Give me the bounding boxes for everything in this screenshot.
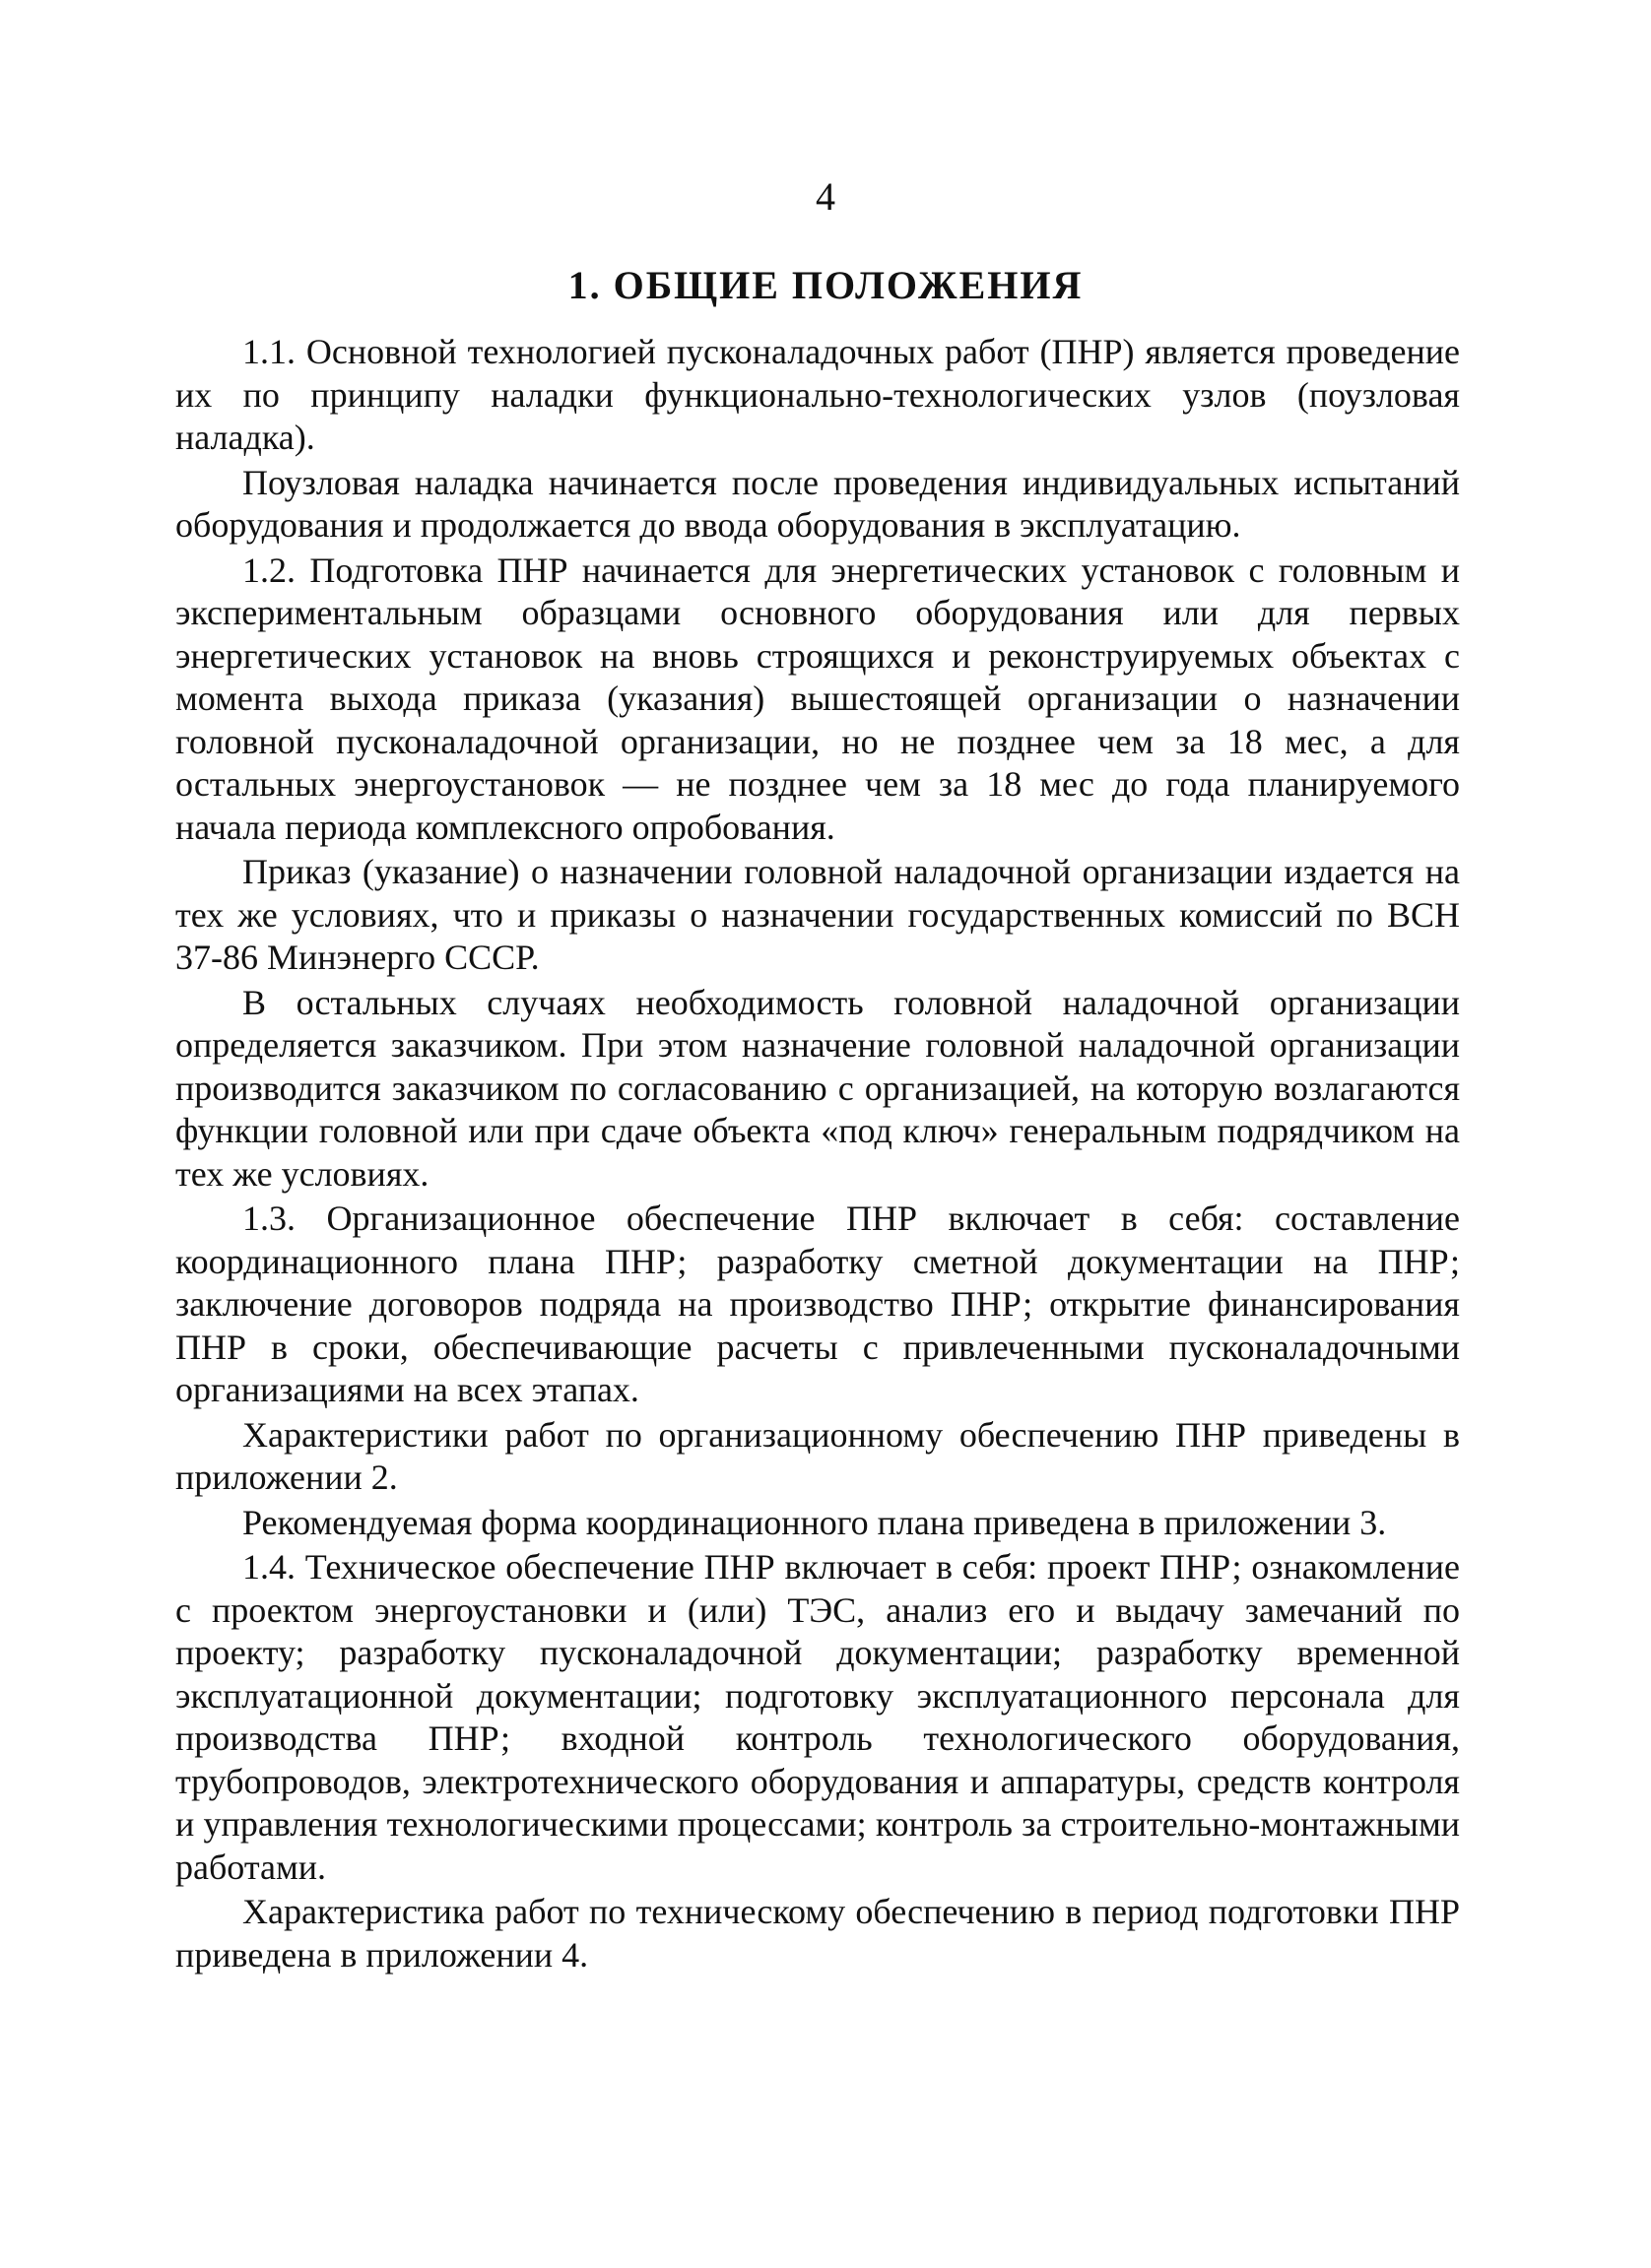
paragraph-nodal-adjustment: Поузловая наладка начинается после проведения индивидуальных испытаний оборудования и продолжается до ввода оборудования в эксплуатацию.: [175, 462, 1460, 545]
paragraph-order: Приказ (указание) о назначении головной наладочной организации издается на тех же условиях, что и приказы о назначении государственных комиссий по ВСН 37-86 Минэнерго СССР.: [175, 852, 1460, 977]
paragraph-appendix-4: Характеристика работ по техническому обеспечению в период подготовки ПНР приведена в приложении 4.: [175, 1892, 1460, 1975]
paragraph-1-4: 1.4. Техническое обеспечение ПНР включает в себя: проект ПНР; ознакомление с проектом энергоустановки и (или) ТЭС, анализ его и выдачу замечаний по проекту; разработку пусконаладочной документации; разработку временной эксплуатационной документации; подготовку эксплуатационного персонала для производства ПНР; входной контроль технологического оборудования, трубопроводов, электротехнического оборудования и аппаратуры, средств контроля и управления технологическими процессами; контроль за строительно-монтажными работами.: [175, 1547, 1460, 1887]
document-body: [175, 331, 1460, 1978]
paragraph-1-3: 1.3. Организационное обеспечение ПНР включает в себя: составление координационного плана ПНР; разработку сметной документации на ПНР; заключение договоров подряда на производство ПНР; открытие финансирования ПНР в сроки, обеспечивающие расчеты с привлеченными пусконаладочными организациями на всех этапах.: [175, 1199, 1460, 1409]
paragraph-1-2: 1.2. Подготовка ПНР начинается для энергетических установок с головным и экспериментальным образцами основного оборудования или для первых энергетических установок на вновь строящихся и реконструируемых объектах с момента выхода приказа (указания) вышестоящей организации о назначении головной пусконаладочной организации, но не позднее чем за 18 мес, а для остальных энергоустановок — не позднее чем за 18 мес до года планируемого начала периода комплексного опробования.: [175, 550, 1460, 847]
section-title: 1. ОБЩИЕ ПОЛОЖЕНИЯ: [567, 263, 1084, 307]
paragraph-other-cases: В остальных случаях необходимость головной наладочной организации определяется заказчиком. При этом назначение головной наладочной организации производится заказчиком по согласованию с организацией, на которую возлагаются функции головной или при сдаче объекта «под ключ» генеральным подрядчиком на тех же условиях.: [175, 982, 1460, 1194]
paragraph-1-1: 1.1. Основной технологией пусконаладочных работ (ПНР) является проведение их по принципу наладки функционально-технологических узлов (поузловая наладка).: [175, 332, 1460, 457]
paragraph-appendix-3: Рекомендуемая форма координационного плана приведена в приложении 3.: [242, 1502, 1387, 1542]
paragraph-appendix-2: Характеристики работ по организационному обеспечению ПНР приведены в приложении 2.: [175, 1414, 1460, 1497]
page-number: 4: [816, 174, 835, 219]
